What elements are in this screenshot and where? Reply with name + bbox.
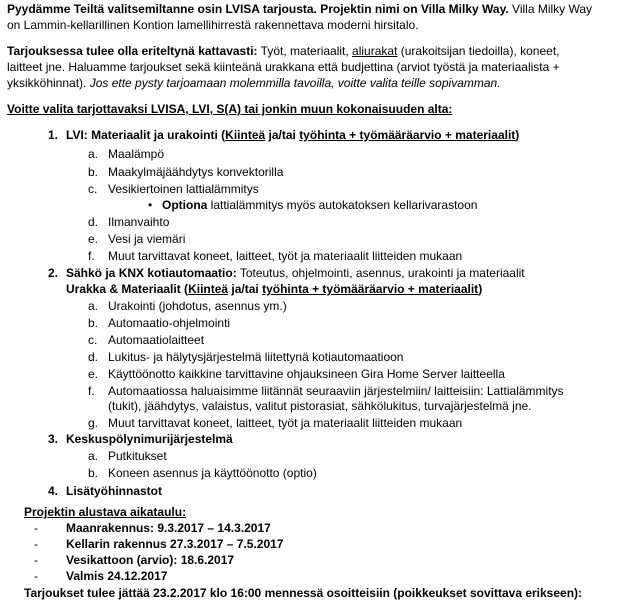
list-item: c. — [88, 182, 98, 196]
intro-bold: Pyydämme Teiltä valitsemiltanne osin LVISA tarjousta. Projektin nimi on Villa Milky Way. — [7, 2, 509, 16]
list-item-text: Maalämpö — [108, 147, 165, 161]
list-item-text: Käyttöönotto kaikkine tarvittavine ohjauksineen Gira Home Server laitteella — [108, 367, 505, 381]
section-4-number: 4. — [48, 484, 59, 498]
scope-line-2: laitteet jne. Haluamme tarjoukset sekä kiinteänä urakkana että budjettina (arviot työstä ja materiaalista + — [7, 60, 560, 74]
list-item-text: Automaatiolaitteet — [108, 333, 205, 347]
option-line: Optiona lattialämmitys myös autokatoksen kellarivarastoon — [162, 198, 478, 212]
list-item-text: Urakointi (johdotus, asennus ym.) — [108, 299, 287, 313]
schedule-dash: - — [34, 537, 38, 551]
scope-heading: Tarjouksessa tulee olla eriteltynä kattavasti: — [7, 44, 258, 58]
section-1-title-line: LVI: Materiaalit ja urakointi (Kiinteä ja/tai työhinta + työmääräarvio + materiaalit) — [66, 128, 520, 142]
list-item-continuation: (tukit), jäähdytys, valaistus, valitut pistorasiat, sähkölukitus, turvajärjestelmä jne. — [108, 399, 532, 413]
scope-italic-note: Jos ette pysty tarjoamaan molemmilla tavoilla, voitte valita teille sopivamman. — [89, 76, 501, 90]
section-2-title: Sähkö ja KNX kotiautomaatio: — [66, 266, 237, 280]
list-item-text: Ilmanvaihto — [108, 215, 170, 229]
intro-rest: Villa Milky Way — [508, 2, 593, 16]
section-1-number: 1. — [48, 128, 59, 142]
list-item: e. — [88, 232, 99, 246]
section-2-subline: Urakka & Materiaalit (Kiinteä ja/tai työhinta + työmääräarvio + materiaalit) — [66, 282, 483, 296]
section-2-title-line: Sähkö ja KNX kotiautomaatio: Toteutus, ohjelmointi, asennus, urakointi ja materiaalit — [66, 266, 525, 280]
intro-line-2: on Lammin-kellarillinen Kontion lamellihirrestä rakennettava moderni hirsitalo. — [7, 18, 419, 32]
list-item: b. — [88, 165, 99, 179]
schedule-item: Maanrakennus: 9.3.2017 – 14.3.2017 — [66, 521, 271, 535]
list-item-text: Maakylmäjäähdytys konvektorilla — [108, 165, 284, 179]
schedule-item: Kellarin rakennus 27.3.2017 – 7.5.2017 — [66, 537, 284, 551]
list-item-text: Vesi ja viemäri — [108, 232, 186, 246]
list-item-text: Vesikiertoinen lattialämmitys — [108, 182, 259, 196]
schedule-heading: Projektin alustava aikataulu: — [24, 505, 187, 519]
deadline-line: Tarjoukset tulee jättää 23.2.2017 klo 16:00 mennessä osoitteisiin (poikkeukset sovittava erikseen): — [24, 586, 583, 600]
choose-heading: Voitte valita tarjottavaksi LVISA, LVI, S(A) tai jonkin muun kokonaisuuden alta: — [7, 102, 453, 116]
list-item-text: Muut tarvittavat koneet, laitteet, työt ja materiaalit liitteiden mukaan — [108, 416, 463, 430]
list-item: a. — [88, 449, 99, 463]
list-item: a. — [88, 147, 99, 161]
section-2-number: 2. — [48, 266, 59, 280]
intro-line-1 — [7, 2, 592, 17]
aliurakat-link: aliurakat — [352, 44, 398, 58]
schedule-item: Vesikattoon (arvio): 18.6.2017 — [66, 553, 235, 567]
list-item: a. — [88, 299, 99, 313]
section-4-title: Lisätyöhinnastot — [66, 484, 163, 498]
option-bullet-icon: • — [148, 198, 153, 212]
list-item-text: Putkitukset — [108, 449, 167, 463]
schedule-dash: - — [34, 521, 38, 535]
list-item: e. — [88, 367, 99, 381]
list-item: f. — [88, 249, 95, 263]
list-item: f. — [88, 384, 95, 398]
section-3-number: 3. — [48, 432, 59, 446]
schedule-dash: - — [34, 553, 38, 567]
section-1-title: LVI: — [66, 128, 88, 142]
list-item: c. — [88, 333, 98, 347]
scope-line-3: yksikköhinnat). Jos ette pysty tarjoamaan molemmilla tavoilla, voitte valita teille sopivamman. — [7, 76, 501, 90]
list-item: d. — [88, 215, 99, 229]
list-item: b. — [88, 316, 99, 330]
schedule-item: Valmis 24.12.2017 — [66, 569, 168, 583]
list-item-text: Automaatiossa haluaisimme liitännät seuraaviin järjestelmiin/ laitteisiin: Lattialämmitys — [108, 384, 564, 398]
list-item-text: Muut tarvittavat koneet, laitteet, työt ja materiaalit liitteiden mukaan — [108, 249, 463, 263]
list-item-text: Automaatio-ohjelmointi — [108, 316, 231, 330]
schedule-dash: - — [34, 569, 38, 583]
list-item: b. — [88, 466, 99, 480]
list-item: d. — [88, 350, 99, 364]
list-item-text: Lukitus- ja hälytysjärjestelmä liitettynä kotiautomaatioon — [108, 350, 404, 364]
section-3-title: Keskuspölynimurijärjestelmä — [66, 432, 233, 446]
list-item-text: Koneen asennus ja käyttöönotto (optio) — [108, 466, 317, 480]
scope-line-1: Tarjouksessa tulee olla eriteltynä kattavasti: Työt, materiaalit, aliurakat (urakoitsijan tiedoilla), koneet, — [7, 44, 560, 58]
list-item: g. — [88, 416, 99, 430]
